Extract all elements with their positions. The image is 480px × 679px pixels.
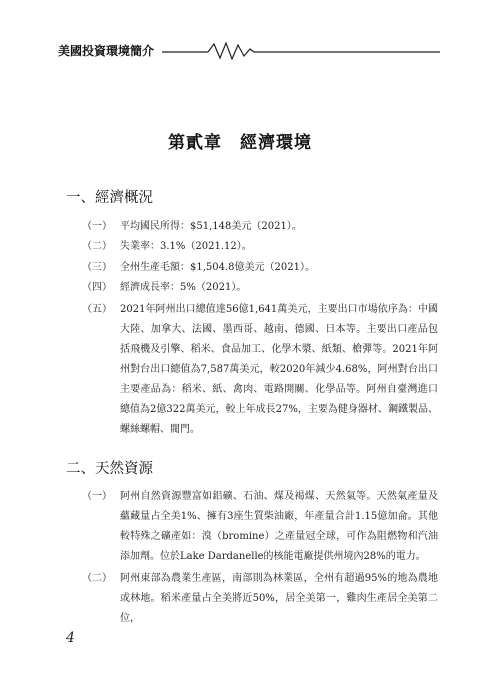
chapter-title: 第貳章 經濟環境 [168, 133, 312, 153]
section-heading-economy: 一、經濟概況 [66, 190, 153, 206]
list-item [82, 487, 438, 567]
item-number: （五） [82, 304, 112, 315]
item-text: 2021年阿州出口總值達56億1,641萬美元，主要出口市場依序為：中國大陸、加拿大、法國、墨西哥、越南、德國、日本等。主要出口產品包括飛機及引擎、稻米、食品加工、化學木漿、紙類、槍彈等。2021年阿州對台出口總值為7,587萬美元，較2020年減少4.68%，阿州對台出口主要產品為：稻米、紙、禽肉、電路開關、化學品等。阿州自臺灣進口總值為2億322萬美元，較上年成長27%，主要為健身器材、鋼鐵製品、螺絲螺帽、閥門。 [120, 304, 438, 435]
item-number: （三） [82, 262, 112, 273]
item-text: 阿州自然資源豐富如鋁礦、石油、煤及褐煤、天然氣等。天然氣產量及蘊藏量占全美1%、擁有3座生質柴油廠，年產量合計1.15億加侖。其他較特殊之礦產如：溴（bromine）之產量冠全球，可作為阻燃物和汽油添加劑。位於Lake Dardanelle的核能電廠提供州境內28%的電力。 [120, 491, 438, 562]
item-text: 失業率：3.1%（2021.12）。 [120, 241, 252, 252]
item-number: （二） [82, 241, 112, 252]
list-item [82, 278, 438, 298]
list-item [82, 569, 438, 629]
item-number: （一） [82, 221, 112, 232]
item-number: （二） [82, 573, 112, 584]
item-text: 平均國民所得：$51,148美元（2021）。 [120, 221, 302, 232]
item-number: （四） [82, 282, 112, 293]
list-item [82, 300, 438, 440]
item-text: 全州生產毛額：$1,504.8億美元（2021）。 [120, 262, 315, 273]
list-item [82, 237, 438, 257]
list-item [82, 258, 438, 278]
item-number: （一） [82, 491, 112, 502]
heartbeat-line-icon [58, 40, 440, 60]
item-text: 阿州東部為農業生產區，南部則為林業區，全州有超過95%的地為農地或林地。稻米產量占全美將近50%，居全美第一，雞肉生產居全美第二位， [120, 573, 438, 624]
running-header [58, 40, 440, 60]
list-item [82, 217, 438, 237]
page-number: 4 [66, 630, 75, 646]
running-header-title: 美國投資環境簡介 [58, 44, 155, 58]
item-text: 經濟成長率：5%（2021）。 [120, 282, 247, 293]
section-heading-natural-resources: 二、天然資源 [66, 461, 153, 477]
